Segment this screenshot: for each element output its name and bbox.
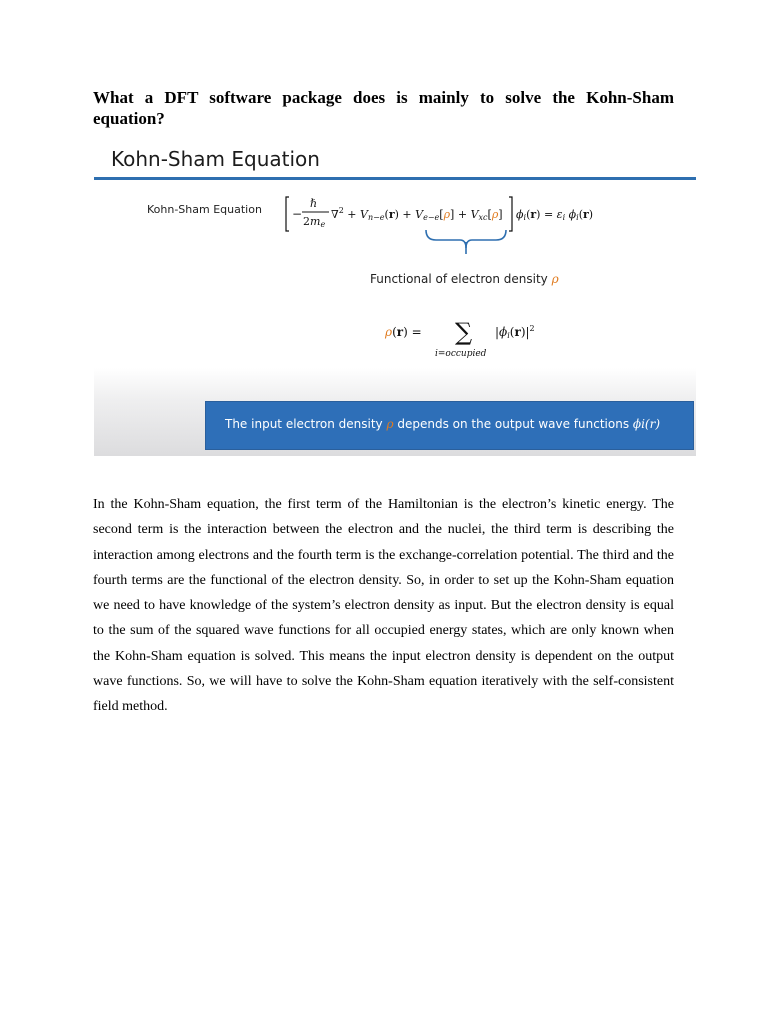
functional-of-density-label: Functional of electron density ρ: [370, 272, 559, 286]
slide-title-rule: [94, 177, 696, 180]
electron-density-equation: [382, 314, 562, 360]
svg-text:2me: 2me: [303, 215, 326, 229]
input-density-callout: The input electron density ρ depends on the output wave functions ϕi(r): [205, 401, 694, 450]
underbrace-icon: [424, 228, 508, 258]
question-heading: What a DFT software package does is mainly to solve the Kohn-Sham equation?: [93, 88, 674, 128]
equation-label: Kohn-Sham Equation: [147, 203, 262, 216]
svg-text:|ϕi(r)|2: $|\phi i(r)|^2$: [495, 324, 535, 340]
svg-text:ℏ: ℏ: [310, 197, 318, 210]
svg-text:ρ(r) =: ρ(r) =: [385, 325, 422, 339]
svg-text:∑: ∑: [455, 318, 473, 346]
svg-text:−: −: [292, 207, 303, 221]
svg-text:ϕi(r) = εi ϕi(r): ϕi(r) = εi ϕi(r): [516, 208, 594, 222]
slide-title: Kohn-Sham Equation: [111, 147, 320, 171]
svg-text:i=occupied: i=occupied: [435, 349, 487, 359]
kohn-sham-slide-image: [94, 138, 696, 456]
svg-text:∇2 + Vn−e(r) + Ve−e[ρ] + Vxc[ρ: ∇$^2$ + Vn−e(r) + Ve−e[ρ] + Vxc[ρ]: [331, 206, 503, 222]
body-paragraph: In the Kohn-Sham equation, the first term of the Hamiltonian is the electron’s kinetic energy. The second term is the interaction between the electron and the nuclei, the third term is describing the interaction among electrons and the fourth term is the exchange-correlation potential. The third and the fourth terms are the functional of the electron density. So, in order to set up the Kohn-Sham equation we need to have knowledge of the system’s electron density as input. But the electron density is equal to the sum of the squared wave functions for all occupied energy states, which are only known when the Kohn-Sham equation is solved. This means the input electron density is dependent on the output wave functions. So, we will have to solve the Kohn-Sham equation iteratively with the self-consistent field method.: [93, 497, 674, 715]
